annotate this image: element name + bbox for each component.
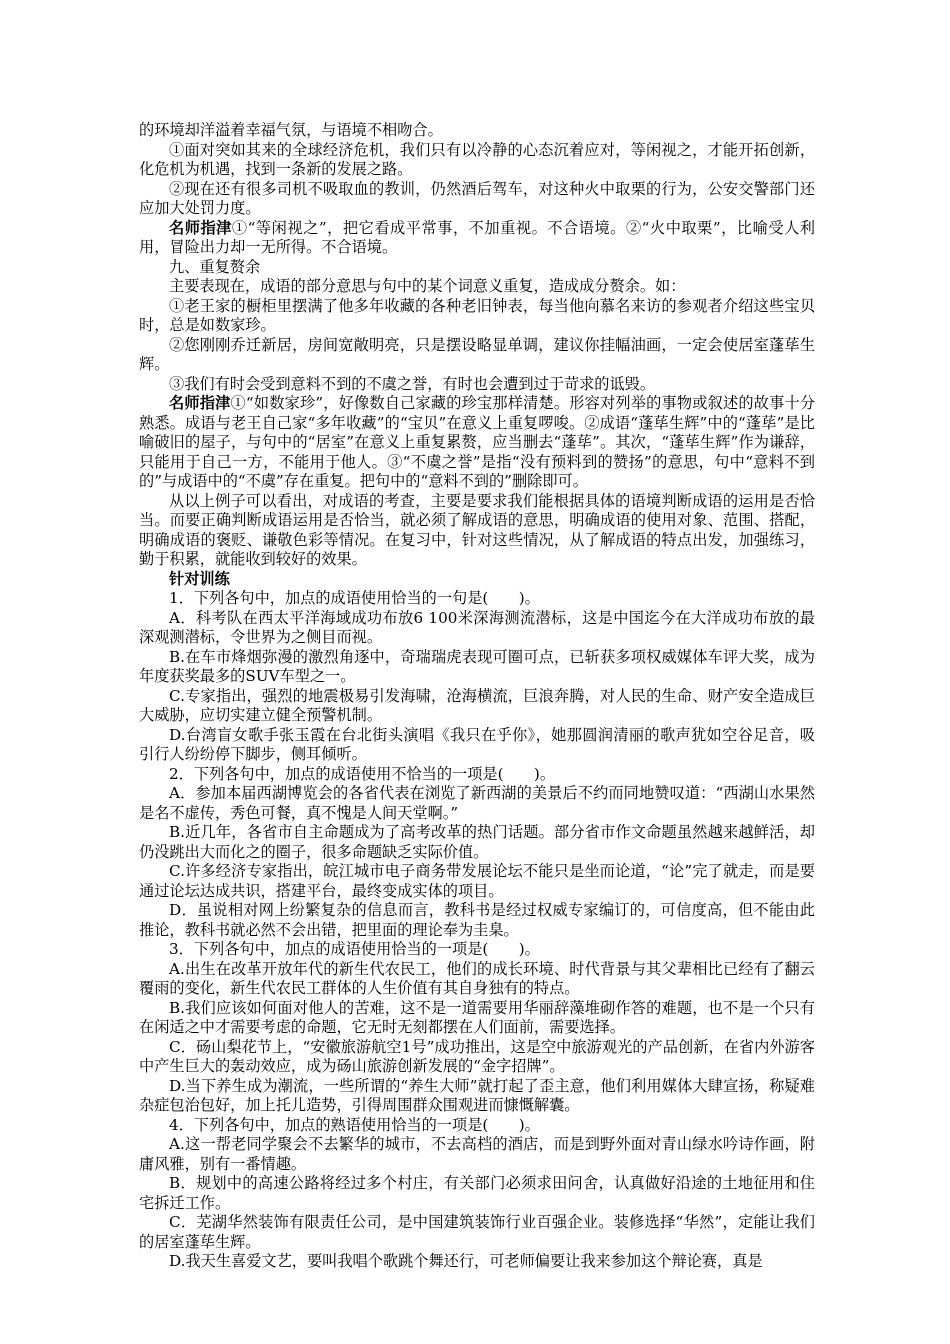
paragraph-text: D.当下养生成为潮流，一些所谓的“养生大师”就打起了歪主意，他们利用媒体大肆宣扬，称疑难杂症包治包好，加上托儿造势，引得周围群众围观进而慷慨解囊。	[139, 1076, 815, 1114]
paragraph	[139, 609, 815, 648]
paragraph	[139, 258, 815, 278]
paragraph	[139, 1174, 815, 1213]
paragraph-text: ①面对突如其来的全球经济危机，我们只有以冷静的心态沉着应对，等闲视之，才能开拓创新，化危机为机遇，找到一条新的发展之路。	[139, 140, 815, 178]
paragraph	[139, 121, 815, 141]
paragraph-text: 1．下列各句中，加点的成语使用恰当的一句是( )。	[169, 589, 540, 607]
paragraph	[139, 219, 815, 258]
paragraph	[139, 180, 815, 219]
paragraph-text: B.我们应该如何面对他人的苦难，这不是一道需要用华丽辞藻堆砌作答的难题，也不是一个只有在闲适之中才需要考虑的命题，它无时无刻都摆在人们面前，需要选择。	[139, 998, 815, 1036]
paragraph-text: A．参加本届西湖博览会的各省代表在浏览了新西湖的美景后不约而同地赞叹道：“西湖山水果然是名不虚传，秀色可餐，真不愧是人间天堂啊。”	[139, 784, 815, 822]
paragraph	[139, 1077, 815, 1116]
document-page	[139, 121, 815, 1272]
paragraph	[139, 394, 815, 492]
paragraph	[139, 960, 815, 999]
paragraph	[139, 726, 815, 765]
paragraph-text: 3．下列各句中，加点的成语使用恰当的一项是( )。	[169, 940, 540, 958]
paragraph	[139, 336, 815, 375]
paragraph	[139, 1252, 815, 1272]
paragraph	[139, 1213, 815, 1252]
bold-label: 针对训练	[169, 569, 230, 588]
paragraph	[139, 784, 815, 823]
paragraph	[139, 570, 815, 590]
paragraph	[139, 940, 815, 960]
paragraph	[139, 297, 815, 336]
paragraph-text: A．科考队在西太平洋海域成功布放6 100米深海测流潜标，这是中国迄今在大洋成功布放的最深观测潜标，令世界为之侧目而视。	[139, 608, 815, 646]
paragraph	[139, 1135, 815, 1174]
paragraph-text: A.出生在改革开放年代的新生代农民工，他们的成长环境、时代背景与其父辈相比已经有了翻云覆雨的变化，新生代农民工群体的人生价值有其自身独有的特点。	[139, 959, 815, 997]
paragraph-text: C．砀山梨花节上，“安徽旅游航空1号”成功推出，这是空中旅游观光的产品创新，在省内外游客中产生巨大的轰动效应，成为砀山旅游创新发展的“金字招牌”。	[139, 1037, 815, 1075]
paragraph-text: A.这一帮老同学聚会不去繁华的城市，不去高档的酒店，而是到野外面对青山绿水吟诗作画，附庸风雅，别有一番情趣。	[139, 1135, 815, 1173]
paragraph-text: ②您刚刚乔迁新居，房间宽敞明亮，只是摆设略显单调，建议你挂幅油画，一定会使居室蓬荜生辉。	[139, 335, 815, 373]
paragraph	[139, 141, 815, 180]
paragraph	[139, 648, 815, 687]
paragraph	[139, 687, 815, 726]
paragraph	[139, 375, 815, 395]
paragraph	[139, 1038, 815, 1077]
paragraph	[139, 765, 815, 785]
paragraph	[139, 862, 815, 901]
paragraph-text: D.我天生喜爱文艺，要叫我唱个歌跳个舞还行，可老师偏要让我来参加这个辩论赛，真是	[169, 1252, 763, 1270]
paragraph-text: B.近几年，各省市自主命题成为了高考改革的热门话题。部分省市作文命题虽然越来越鲜活，却仍没跳出大而化之的圈子，很多命题缺乏实际价值。	[139, 823, 815, 861]
paragraph-text: ③我们有时会受到意料不到的不虞之誉，有时也会遭到过于苛求的诋毁。	[169, 374, 655, 393]
paragraph-text: D.台湾盲女歌手张玉霞在台北街头演唱《我只在乎你》，她那圆润清丽的歌声犹如空谷足音，吸引行人纷纷停下脚步，侧耳倾听。	[139, 725, 815, 763]
paragraph-text: 4．下列各句中，加点的熟语使用恰当的一项是( )。	[169, 1115, 540, 1134]
paragraph-text: B．规划中的高速公路将经过多个村庄，有关部门必须求田问舍，认真做好沿途的土地征用和住宅拆迁工作。	[139, 1174, 815, 1212]
paragraph	[139, 492, 815, 570]
paragraph-text: ①老王家的橱柜里摆满了他多年收藏的各种老旧钟表，每当他向慕名来访的参观者介绍这些宝贝时，总是如数家珍。	[139, 296, 815, 334]
paragraph	[139, 999, 815, 1038]
paragraph-text: C．芜湖华然装饰有限责任公司，是中国建筑装饰行业百强企业。装修选择“华然”，定能让我们的居室蓬荜生辉。	[139, 1213, 815, 1251]
paragraph	[139, 823, 815, 862]
paragraph-text: ①“如数家珍”，好像数自己家藏的珍宝那样清楚。形容对列举的事物或叙述的故事十分熟悉。成语与老王自己家“多年收藏”的“宝贝”在意义上重复啰唆。②成语“蓬荜生辉”中的“蓬荜”是比喻破旧的屋子，与句中的“居室”在意义上重复累赘，应当删去“蓬荜”。其次，“蓬荜生辉”作为谦辞，只能用于自己一方，不能用于他人。③“不虞之誉”是指“没有预料到的赞扬”的意思，句中“意料不到的”与成语中的“不虞”存在重复。把句中的“意料不到的”删除即可。	[139, 394, 816, 490]
bold-label: 名师指津	[169, 218, 232, 237]
paragraph-text: D．虽说相对网上纷繁复杂的信息而言，教科书是经过权威专家编订的，可信度高，但不能由此推论，教科书就必然不会出错，把里面的理论奉为圭臬。	[139, 901, 815, 939]
paragraph-text: ①“等闲视之”，把它看成平常事，不加重视。不合语境。②“火中取栗”，比喻受人利用，冒险出力却一无所得。不合语境。	[139, 218, 815, 256]
bold-label: 名师指津	[169, 394, 231, 412]
paragraph-text: 九、重复赘余	[169, 257, 261, 276]
paragraph-text: 主要表现在，成语的部分意思与句中的某个词意义重复，造成成分赘余。如：	[169, 277, 686, 295]
paragraph	[139, 1116, 815, 1136]
paragraph	[139, 901, 815, 940]
paragraph	[139, 277, 815, 297]
paragraph-text: 从以上例子可以看出，对成语的考查，主要是要求我们能根据具体的语境判断成语的运用是否恰当。而要正确判断成语运用是否恰当，就必须了解成语的意思，明确成语的使用对象、范围、搭配，明确成语的褒贬、谦敬色彩等情况。在复习中，针对这些情况，从了解成语的特点出发，加强练习，勤于积累，就能收到较好的效果。	[139, 491, 815, 568]
paragraph-text: B.在车市烽烟弥漫的激烈角逐中，奇瑞瑞虎表现可圈可点，已斩获多项权威媒体车评大奖，成为年度获奖最多的SUV车型之一。	[139, 647, 815, 685]
paragraph-text: 的环境却洋溢着幸福气氛，与语境不相吻合。	[139, 121, 443, 139]
paragraph-text: 2．下列各句中，加点的成语使用不恰当的一项是( )。	[169, 764, 556, 783]
paragraph-text: ②现在还有很多司机不吸取血的教训，仍然酒后驾车，对这种火中取栗的行为，公安交警部门还应加大处罚力度。	[139, 179, 815, 217]
paragraph-text: C.专家指出，强烈的地震极易引发海啸，沧海横流，巨浪奔腾，对人民的生命、财产安全造成巨大威胁，应切实建立健全预警机制。	[139, 686, 815, 724]
paragraph	[139, 589, 815, 609]
paragraph-text: C.许多经济专家指出，皖江城市电子商务带发展论坛不能只是坐而论道，“论”完了就走，而是要通过论坛达成共识，搭建平台，最终变成实体的项目。	[139, 862, 815, 900]
